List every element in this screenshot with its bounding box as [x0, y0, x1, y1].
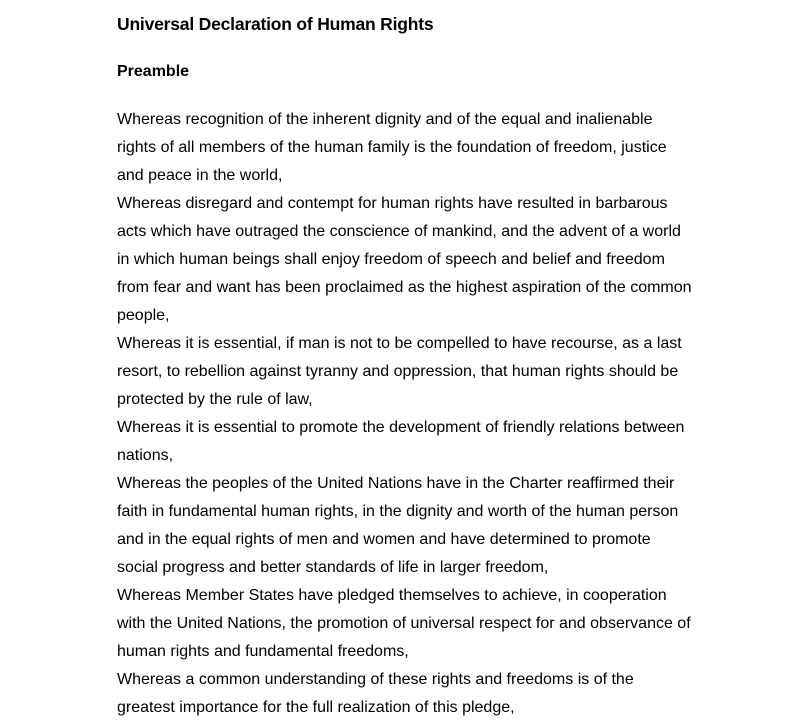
text-line: people,: [117, 307, 170, 324]
text-line: and in the equal rights of men and women and have determined to promote: [117, 531, 651, 548]
text-line: in which human beings shall enjoy freedom of speech and belief and freedom: [117, 251, 665, 268]
text-line: resort, to rebellion against tyranny and oppression, that human rights should be: [117, 363, 679, 380]
text-line: Whereas it is essential to promote the development of friendly relations between: [117, 419, 685, 436]
text-line: acts which have outraged the conscience of mankind, and the advent of a world: [117, 223, 681, 240]
preamble-body: [117, 106, 692, 722]
text-line: greatest importance for the full realization of this pledge,: [117, 699, 515, 716]
text-line: human rights and fundamental freedoms,: [117, 643, 409, 660]
text-line: Whereas recognition of the inherent dignity and of the equal and inalienable: [117, 111, 653, 128]
text-line: protected by the rule of law,: [117, 391, 313, 408]
document-title: Universal Declaration of Human Rights: [117, 14, 434, 34]
text-line: Whereas disregard and contempt for human rights have resulted in barbarous: [117, 195, 668, 212]
text-line: with the United Nations, the promotion of universal respect for and observance of: [117, 615, 691, 632]
text-line: from fear and want has been proclaimed as the highest aspiration of the common: [117, 279, 692, 296]
text-line: and peace in the world,: [117, 167, 283, 184]
text-line: Whereas it is essential, if man is not to be compelled to have recourse, as a last: [117, 335, 682, 352]
text-line: rights of all members of the human family is the foundation of freedom, justice: [117, 139, 667, 156]
text-line: Whereas Member States have pledged themselves to achieve, in cooperation: [117, 587, 667, 604]
text-line: faith in fundamental human rights, in the dignity and worth of the human person: [117, 503, 679, 520]
text-line: Whereas a common understanding of these rights and freedoms is of the: [117, 671, 634, 688]
text-line: nations,: [117, 447, 174, 464]
section-heading: Preamble: [117, 63, 190, 80]
text-line: social progress and better standards of life in larger freedom,: [117, 559, 549, 576]
text-line: Whereas the peoples of the United Nations have in the Charter reaffirmed their: [117, 475, 675, 492]
